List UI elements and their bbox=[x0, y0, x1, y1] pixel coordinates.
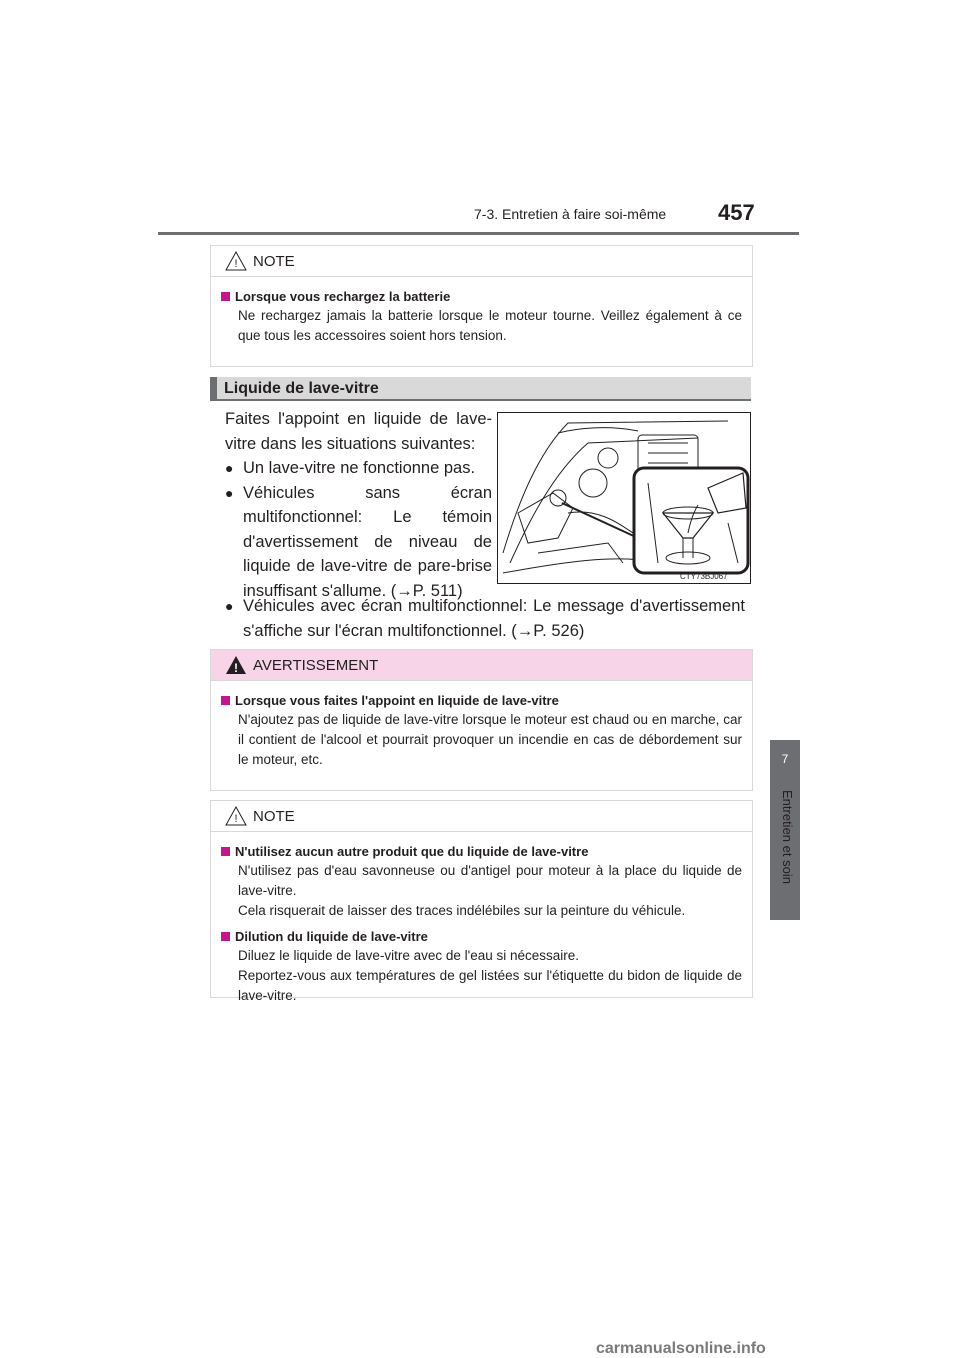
square-bullet-icon bbox=[221, 932, 230, 941]
chapter-number: 7 bbox=[781, 752, 789, 766]
note-item-title: Dilution du liquide de lave-vitre bbox=[221, 929, 742, 944]
page-number: 457 bbox=[718, 200, 755, 225]
header-section-title: 7-3. Entretien à faire soi-même bbox=[474, 206, 667, 222]
bullet-dot-icon: ● bbox=[225, 598, 234, 614]
bullet-text: Véhicules avec écran multifonctionnel: Le message d'avertissement s'affiche sur l'écran multifonctionnel. (→P. 526) bbox=[243, 597, 745, 640]
note-item-body: Diluez le liquide de lave-vitre avec de l'eau si nécessaire. Reportez-vous aux températures de gel listées sur l'étiquette du bidon de liquide de lave-vitre. bbox=[238, 948, 742, 1003]
note-box-battery bbox=[210, 245, 753, 367]
bullet-text: Véhicules sans écran multifonctionnel: Le témoin d'avertissement de niveau de liquide de lave-vitre de pare-brise insuffisant s'allume. (→P. 511) bbox=[243, 483, 492, 600]
bullet-text: Un lave-vitre ne fonctionne pas. bbox=[243, 459, 476, 477]
note-item-title: Lorsque vous rechargez la batterie bbox=[221, 289, 742, 304]
warning-item-body: N'ajoutez pas de liquide de lave-vitre lorsque le moteur est chaud ou en marche, car il contient de l'alcool et pourrait provoquer un incendie en cas de débordement sur le moteur, etc. bbox=[238, 712, 742, 767]
warning-header bbox=[211, 650, 752, 681]
note-heading: NOTE bbox=[253, 807, 295, 825]
square-bullet-icon bbox=[221, 696, 230, 705]
bullet-dot-icon: ● bbox=[225, 484, 234, 501]
svg-text:!: ! bbox=[234, 258, 238, 270]
engine-bay-drawing bbox=[498, 413, 750, 583]
washer-fluid-illustration bbox=[497, 412, 751, 584]
square-bullet-icon bbox=[221, 847, 230, 856]
note-header bbox=[211, 246, 752, 277]
warning-triangle-icon bbox=[225, 655, 247, 675]
note-header bbox=[211, 801, 752, 832]
warning-item-title: Lorsque vous faites l'appoint en liquide de lave-vitre bbox=[221, 693, 742, 708]
intro-text-block bbox=[225, 407, 492, 603]
svg-text:!: ! bbox=[234, 661, 238, 675]
watermark-text: carmanualsonline.info bbox=[596, 1340, 766, 1357]
bullet-item bbox=[225, 481, 492, 604]
note-item-body: N'utilisez pas d'eau savonneuse ou d'antigel pour moteur à la place du liquide de lave-vitre. Cela risquerait de laisser des traces indélébiles sur la peinture du véhicule. bbox=[238, 863, 742, 918]
svg-text:!: ! bbox=[234, 813, 238, 825]
square-bullet-icon bbox=[221, 292, 230, 301]
header-rule bbox=[158, 232, 799, 235]
note-box-washer-fluid bbox=[210, 800, 753, 1003]
warning-box bbox=[210, 649, 753, 791]
bullet-item bbox=[225, 456, 492, 481]
bullet-dot-icon: ● bbox=[225, 460, 234, 476]
note-heading: NOTE bbox=[253, 252, 295, 270]
chapter-label: Entretien et soin bbox=[780, 790, 795, 884]
note-item-body: Ne rechargez jamais la batterie lorsque le moteur tourne. Veillez également à ce que tous les accessoires soient hors tension. bbox=[238, 308, 742, 343]
bullet-item bbox=[225, 594, 745, 643]
caution-triangle-icon bbox=[225, 251, 247, 271]
caution-triangle-icon bbox=[225, 806, 247, 826]
note-item-title: N'utilisez aucun autre produit que du liquide de lave-vitre bbox=[221, 844, 742, 859]
warning-heading: AVERTISSEMENT bbox=[253, 656, 379, 674]
intro-sentence: Faites l'appoint en liquide de lave-vitre dans les situations suivantes: bbox=[225, 410, 492, 453]
figure-code: CTY73BJ067 bbox=[680, 572, 728, 581]
section-title: Liquide de lave-vitre bbox=[224, 380, 379, 397]
